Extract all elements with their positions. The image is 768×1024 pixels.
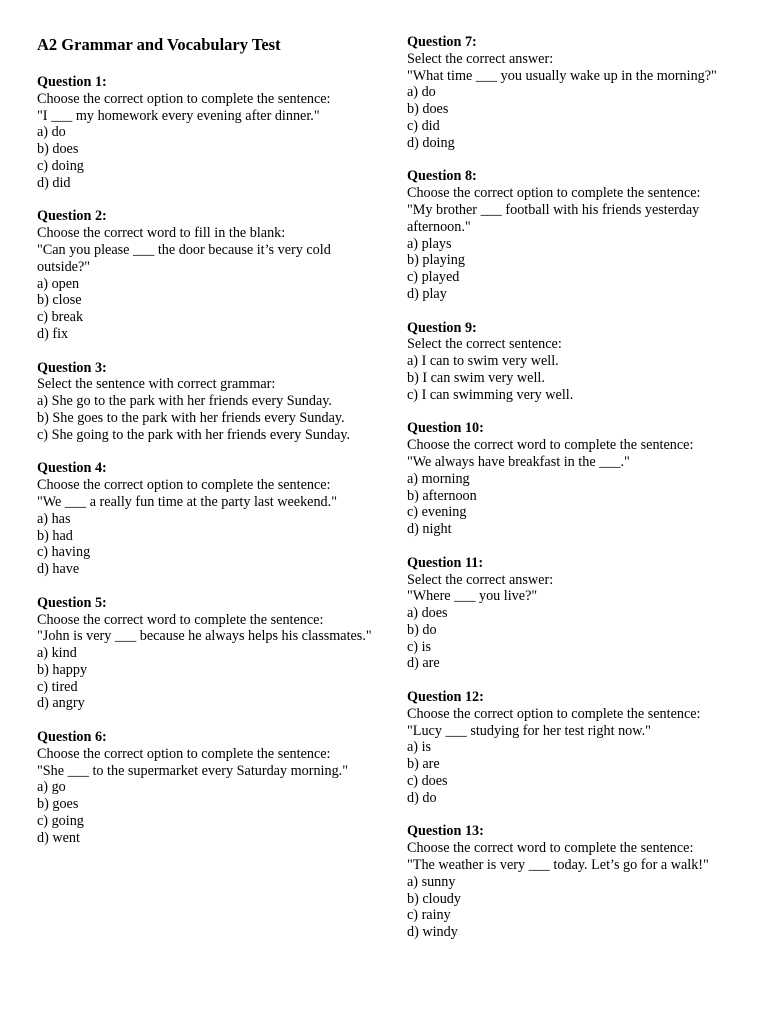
question-heading: Question 1: bbox=[37, 74, 107, 90]
answer-option: a) does bbox=[407, 605, 448, 622]
question-heading: Question 11: bbox=[407, 554, 484, 571]
answer-option: d) have bbox=[37, 561, 80, 578]
question-instruction: Choose the correct option to complete the sentence: bbox=[37, 90, 331, 107]
question-sentence: "Where ___ you live?" bbox=[407, 588, 538, 605]
question-instruction: Select the correct sentence: bbox=[407, 336, 562, 353]
question-sentence: "What time ___ you usually wake up in the morning?" bbox=[407, 67, 717, 84]
answer-option: a) She go to the park with her friends every Sunday. bbox=[37, 393, 332, 410]
question-1 bbox=[37, 74, 372, 192]
question-4 bbox=[37, 460, 372, 578]
question-instruction: Select the correct answer: bbox=[407, 571, 554, 588]
answer-option: c) played bbox=[407, 269, 460, 286]
question-instruction: Select the correct answer: bbox=[407, 50, 554, 67]
question-5 bbox=[37, 595, 372, 713]
question-heading: Question 2: bbox=[37, 208, 107, 225]
answer-option: a) kind bbox=[37, 645, 77, 662]
question-11 bbox=[407, 555, 742, 673]
answer-option: b) happy bbox=[37, 661, 88, 678]
answer-option: a) do bbox=[407, 84, 436, 101]
answer-option: b) does bbox=[407, 101, 449, 118]
answer-option: a) I can to swim very well. bbox=[407, 353, 559, 370]
answer-option: d) do bbox=[407, 789, 437, 806]
question-sentence: "We ___ a really fun time at the party last weekend." bbox=[37, 493, 337, 510]
answer-option: a) go bbox=[37, 779, 66, 796]
answer-option: d) fix bbox=[37, 325, 69, 342]
question-sentence: "John is very ___ because he always helps his classmates." bbox=[37, 628, 372, 645]
question-heading: Question 4: bbox=[37, 460, 107, 477]
question-instruction: Select the sentence with correct grammar: bbox=[37, 376, 276, 393]
question-sentence: "My brother ___ football with his friends yesterday afternoon." bbox=[407, 201, 700, 235]
answer-option: a) morning bbox=[407, 470, 470, 487]
answer-option: b) had bbox=[37, 527, 73, 544]
question-sentence: "Lucy ___ studying for her test right now." bbox=[407, 722, 651, 739]
question-heading: Question 8: bbox=[407, 168, 477, 185]
question-instruction: Choose the correct word to complete the sentence: bbox=[407, 437, 694, 454]
question-instruction: Choose the correct option to complete the sentence: bbox=[37, 477, 331, 494]
question-instruction: Choose the correct option to complete the sentence: bbox=[37, 745, 331, 762]
answer-option: c) does bbox=[407, 773, 448, 790]
question-13 bbox=[407, 823, 742, 941]
question-sentence: "The weather is very ___ today. Let’s go for a walk!" bbox=[407, 857, 709, 874]
question-6 bbox=[37, 729, 372, 847]
answer-option: b) goes bbox=[37, 796, 79, 813]
answer-option: b) cloudy bbox=[407, 890, 461, 907]
answer-option: a) sunny bbox=[407, 873, 456, 890]
answer-option: c) She going to the park with her friends every Sunday. bbox=[37, 426, 351, 443]
answer-option: a) do bbox=[37, 124, 66, 141]
answer-option: c) going bbox=[37, 813, 84, 830]
answer-option: b) afternoon bbox=[407, 487, 477, 504]
answer-option: c) did bbox=[407, 117, 440, 134]
question-instruction: Choose the correct word to complete the sentence: bbox=[407, 840, 694, 857]
question-instruction: Choose the correct option to complete the sentence: bbox=[407, 705, 701, 722]
page-title: A2 Grammar and Vocabulary Test bbox=[37, 35, 281, 54]
question-sentence: "Can you please ___ the door because it’s very cold outside?" bbox=[37, 241, 331, 275]
answer-option: c) I can swimming very well. bbox=[407, 386, 574, 403]
answer-option: d) night bbox=[407, 521, 452, 538]
question-10 bbox=[407, 420, 742, 538]
answer-option: d) did bbox=[37, 174, 71, 191]
answer-option: a) plays bbox=[407, 235, 452, 252]
answer-option: c) is bbox=[407, 638, 432, 655]
answer-option: a) has bbox=[37, 510, 71, 527]
answer-option: b) playing bbox=[407, 252, 465, 269]
answer-option: b) She goes to the park with her friends every Sunday. bbox=[37, 409, 345, 426]
answer-option: d) play bbox=[407, 285, 447, 302]
left-column bbox=[37, 34, 372, 863]
question-3 bbox=[37, 360, 372, 444]
question-8 bbox=[407, 168, 742, 302]
question-heading: Question 13: bbox=[407, 823, 484, 840]
answer-option: a) is bbox=[407, 739, 432, 756]
answer-option: b) does bbox=[37, 141, 79, 158]
answer-option: c) doing bbox=[37, 157, 84, 174]
answer-option: d) windy bbox=[407, 924, 458, 941]
question-heading: Question 9: bbox=[407, 319, 477, 336]
question-heading: Question 7: bbox=[407, 34, 477, 50]
answer-option: c) rainy bbox=[407, 907, 451, 924]
answer-option: c) break bbox=[37, 309, 84, 326]
answer-option: d) doing bbox=[407, 134, 455, 151]
right-column bbox=[407, 34, 742, 958]
question-sentence: "I ___ my homework every evening after dinner." bbox=[37, 107, 320, 124]
question-instruction: Choose the correct word to fill in the blank: bbox=[37, 225, 286, 242]
answer-option: d) angry bbox=[37, 695, 85, 712]
answer-option: b) close bbox=[37, 292, 82, 309]
answer-option: c) having bbox=[37, 544, 91, 561]
left-question-list bbox=[37, 74, 372, 847]
question-7 bbox=[407, 34, 742, 152]
question-9 bbox=[407, 320, 742, 404]
question-heading: Question 3: bbox=[37, 359, 107, 376]
question-heading: Question 10: bbox=[407, 420, 484, 437]
question-heading: Question 5: bbox=[37, 594, 107, 611]
answer-option: c) evening bbox=[407, 504, 467, 521]
question-2 bbox=[37, 208, 372, 342]
question-sentence: "We always have breakfast in the ___." bbox=[407, 453, 630, 470]
answer-option: d) went bbox=[37, 829, 80, 846]
question-12 bbox=[407, 689, 742, 807]
answer-option: b) are bbox=[407, 756, 440, 773]
answer-option: d) are bbox=[407, 655, 440, 672]
question-sentence: "She ___ to the supermarket every Saturday morning." bbox=[37, 762, 349, 779]
question-instruction: Choose the correct option to complete the sentence: bbox=[407, 185, 701, 202]
question-heading: Question 6: bbox=[37, 729, 107, 746]
answer-option: b) I can swim very well. bbox=[407, 369, 545, 386]
question-instruction: Choose the correct word to complete the sentence: bbox=[37, 611, 324, 628]
answer-option: b) do bbox=[407, 621, 437, 638]
answer-option: a) open bbox=[37, 275, 80, 292]
question-heading: Question 12: bbox=[407, 689, 484, 706]
answer-option: c) tired bbox=[37, 678, 78, 695]
